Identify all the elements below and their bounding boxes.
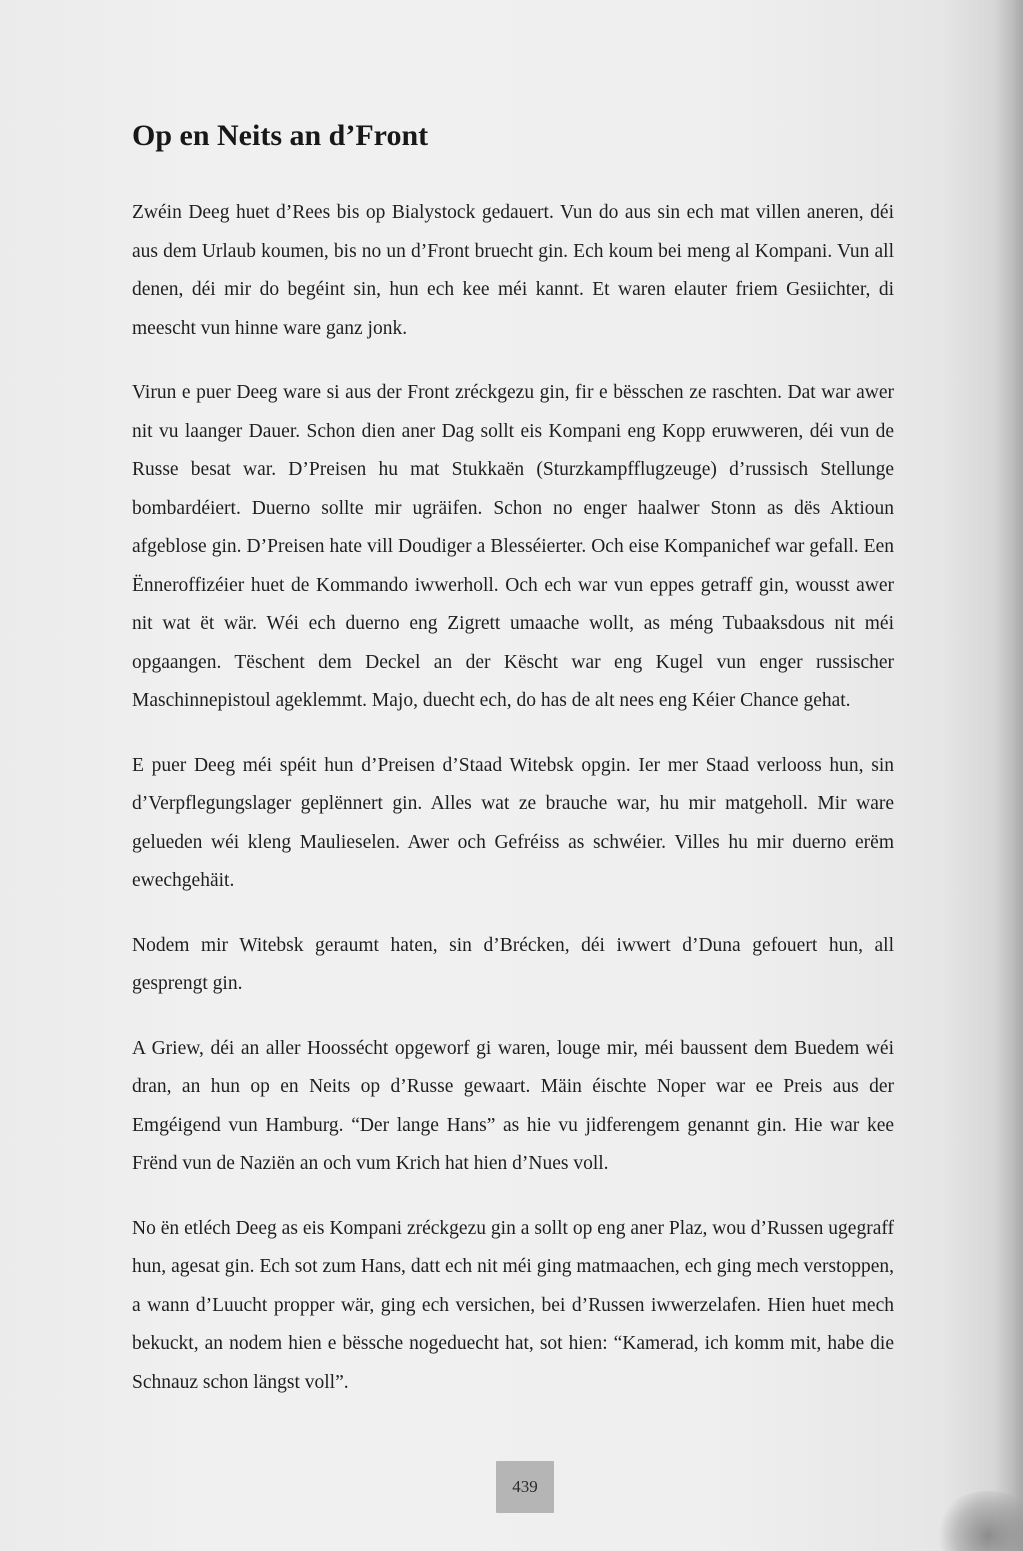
page-corner-shadow	[933, 1491, 1023, 1551]
page-edge-shadow	[995, 0, 1023, 1551]
chapter-title: Op en Neits an d’Front	[132, 119, 429, 152]
paragraph-5: A Griew, déi an aller Hoossécht opgeworf gi waren, louge mir, méi baussent dem Buedem wéi dran, an hun op en Neits op d’Russe gewaart. Mäin éischte Noper war ee Preis aus der Emgéigend vun Hamburg. “Der lange Hans” as hie vu jidferengem genannt gin. Hie war kee Frënd vun de Naziën an och vum Krich hat hien d’Nues voll.	[132, 1037, 894, 1174]
paragraph-1: Zwéin Deeg huet d’Rees bis op Bialystock gedauert. Vun do aus sin ech mat villen aneren, déi aus dem Urlaub koumen, bis no un d’Front bruecht gin. Ech koum bei meng al Kompani. Vun all denen, déi mir do begéint sin, hun ech kee méi kannt. Et waren elauter friem Gesiichter, di meescht vun hinne ware ganz jonk.	[132, 202, 894, 339]
page-number-box	[496, 1461, 554, 1513]
paragraph-3: E puer Deeg méi spéit hun d’Preisen d’Staad Witebsk opgin. Ier mer Staad verlooss hun, sin d’Verpflegungslager geplënnert gin. Alles wat ze brauche war, hu mir matgeholl. Mir ware gelueden wéi kleng Maulieselen. Awer och Gefréiss as schwéier. Villes hu mir duerno erëm ewechgehäit.	[132, 754, 894, 891]
paragraph-6: No ën etléch Deeg as eis Kompani zréckgezu gin a sollt op eng aner Plaz, wou d’Russen ugegraff hun, agesat gin. Ech sot zum Hans, datt ech nit méi ging matmaachen, ech ging mech verstoppen, a wann d’Luucht propper wär, ging ech versichen, bei d’Russen iwwerzelafen. Hien huet mech bekuckt, an nodem hien e bëssche nogeduecht hat, sot hien: “Kamerad, ich komm mit, habe die Schnauz schon längst voll”.	[132, 1217, 894, 1393]
paragraph-2: Virun e puer Deeg ware si aus der Front zréckgezu gin, fir e bësschen ze raschten. Dat war awer nit vu laanger Dauer. Schon dien aner Dag sollt eis Kompani eng Kopp eruwweren, déi vun de Russe besat war. D’Preisen hu mat Stukkaën (Sturzkampfflugzeuge) d’russisch Stellunge bombardéiert. Duerno sollte mir ugräifen. Schon no enger haalwer Stonn as dës Aktioun afgeblose gin. D’Preisen hate vill Doudiger a Blesséierter. Och eise Kompanichef war gefall. Een Ënneroffizéier huet de Kommando iwwerholl. Och ech war vun eppes getraff gin, wousst awer nit wat ët wär. Wéi ech duerno eng Zigrett umaache wollt, as méng Tubaaksdous nit méi opgaangen. Tëschent dem Deckel an der Këscht war eng Kugel vun enger russischer Maschinnepistoul ageklemmt. Majo, duecht ech, do has de alt nees eng Kéier Chance gehat.	[132, 382, 894, 711]
paragraph-4: Nodem mir Witebsk geraumt haten, sin d’Brécken, déi iwwert d’Duna gefouert hun, all gesprengt gin.	[132, 934, 894, 994]
page-content	[132, 118, 894, 1428]
page-number: 439	[512, 1477, 538, 1496]
